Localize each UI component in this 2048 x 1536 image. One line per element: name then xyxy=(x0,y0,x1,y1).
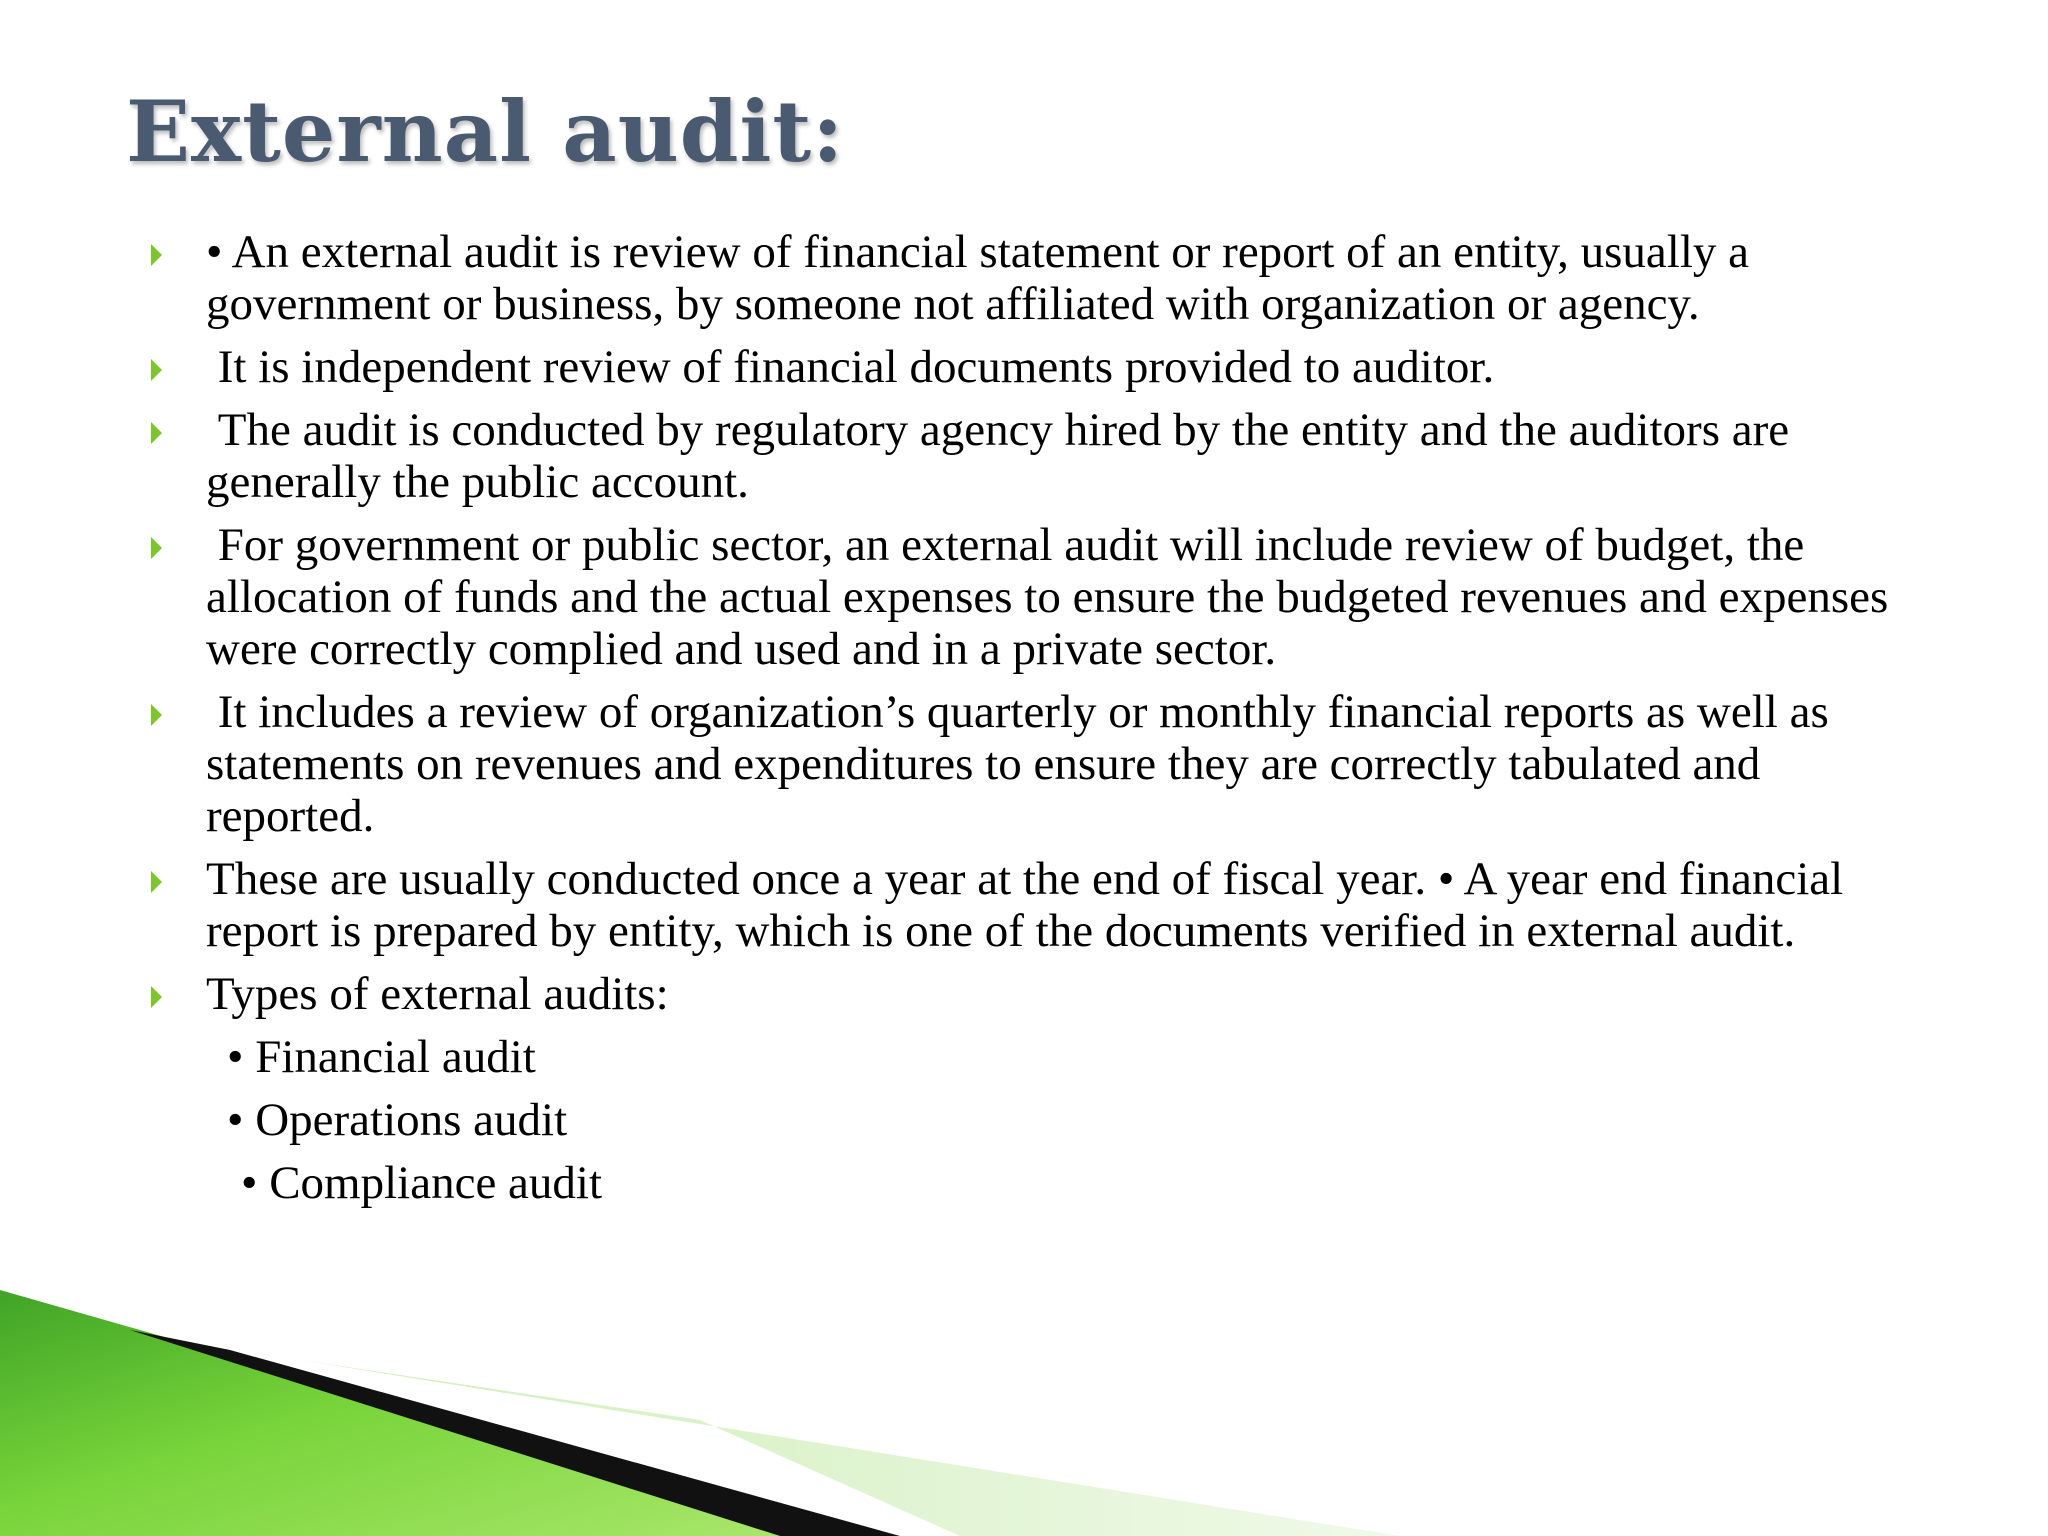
bullet-text-7: Types of external audits: xyxy=(206,968,669,1020)
swoosh-dark-band xyxy=(130,1330,900,1536)
right-triangle-arrow-icon xyxy=(151,871,162,893)
right-triangle-arrow-icon xyxy=(151,359,162,381)
bullet-item-2 xyxy=(145,341,1935,393)
right-triangle-arrow-icon xyxy=(151,244,162,266)
bullet-item-5 xyxy=(145,686,1935,842)
bullet-item-4 xyxy=(145,519,1935,675)
bullet-text-1: • An external audit is review of financial statement or report of an entity, usually a government or business, by someone not affiliated with organization or agency. xyxy=(206,226,1750,330)
bullet-text-2: It is independent review of financial documents provided to auditor. xyxy=(206,341,1495,393)
sub-item-financial-audit: • Financial audit xyxy=(227,1031,536,1083)
sub-item-compliance-audit: • Compliance audit xyxy=(241,1157,603,1209)
bullet-list xyxy=(145,226,1935,1220)
bullet-text-4: For government or public sector, an external audit will include review of budget, the allocation of funds and the actual expenses to ensure the budgeted revenues and expenses were correctly complied and used and in a private sector. xyxy=(206,519,1901,675)
right-triangle-arrow-icon xyxy=(151,422,162,444)
right-triangle-arrow-icon xyxy=(151,704,162,726)
swoosh-green-band xyxy=(0,1290,780,1536)
bullet-text-3: The audit is conducted by regulatory agency hired by the entity and the auditors are generally the public account. xyxy=(206,404,1801,508)
bullet-text-6: These are usually conducted once a year at the end of fiscal year. • A year end financial report is prepared by entity, which is one of the documents verified in external audit. xyxy=(206,853,1844,957)
bullet-item-6 xyxy=(145,853,1935,957)
slide-title: External audit: xyxy=(126,82,845,181)
sub-item-operations-audit: • Operations audit xyxy=(227,1094,568,1146)
right-triangle-arrow-icon xyxy=(151,986,162,1008)
bullet-text-5: It includes a review of organization’s quarterly or monthly financial reports as well as statements on revenues and expenditures to ensure they are correctly tabulated and reported. xyxy=(206,686,1841,842)
swoosh-pale-band xyxy=(300,1360,1400,1536)
bullet-item-3 xyxy=(145,404,1935,508)
bullet-item-1 xyxy=(145,226,1935,330)
right-triangle-arrow-icon xyxy=(151,537,162,559)
bullet-item-7 xyxy=(145,968,1935,1020)
